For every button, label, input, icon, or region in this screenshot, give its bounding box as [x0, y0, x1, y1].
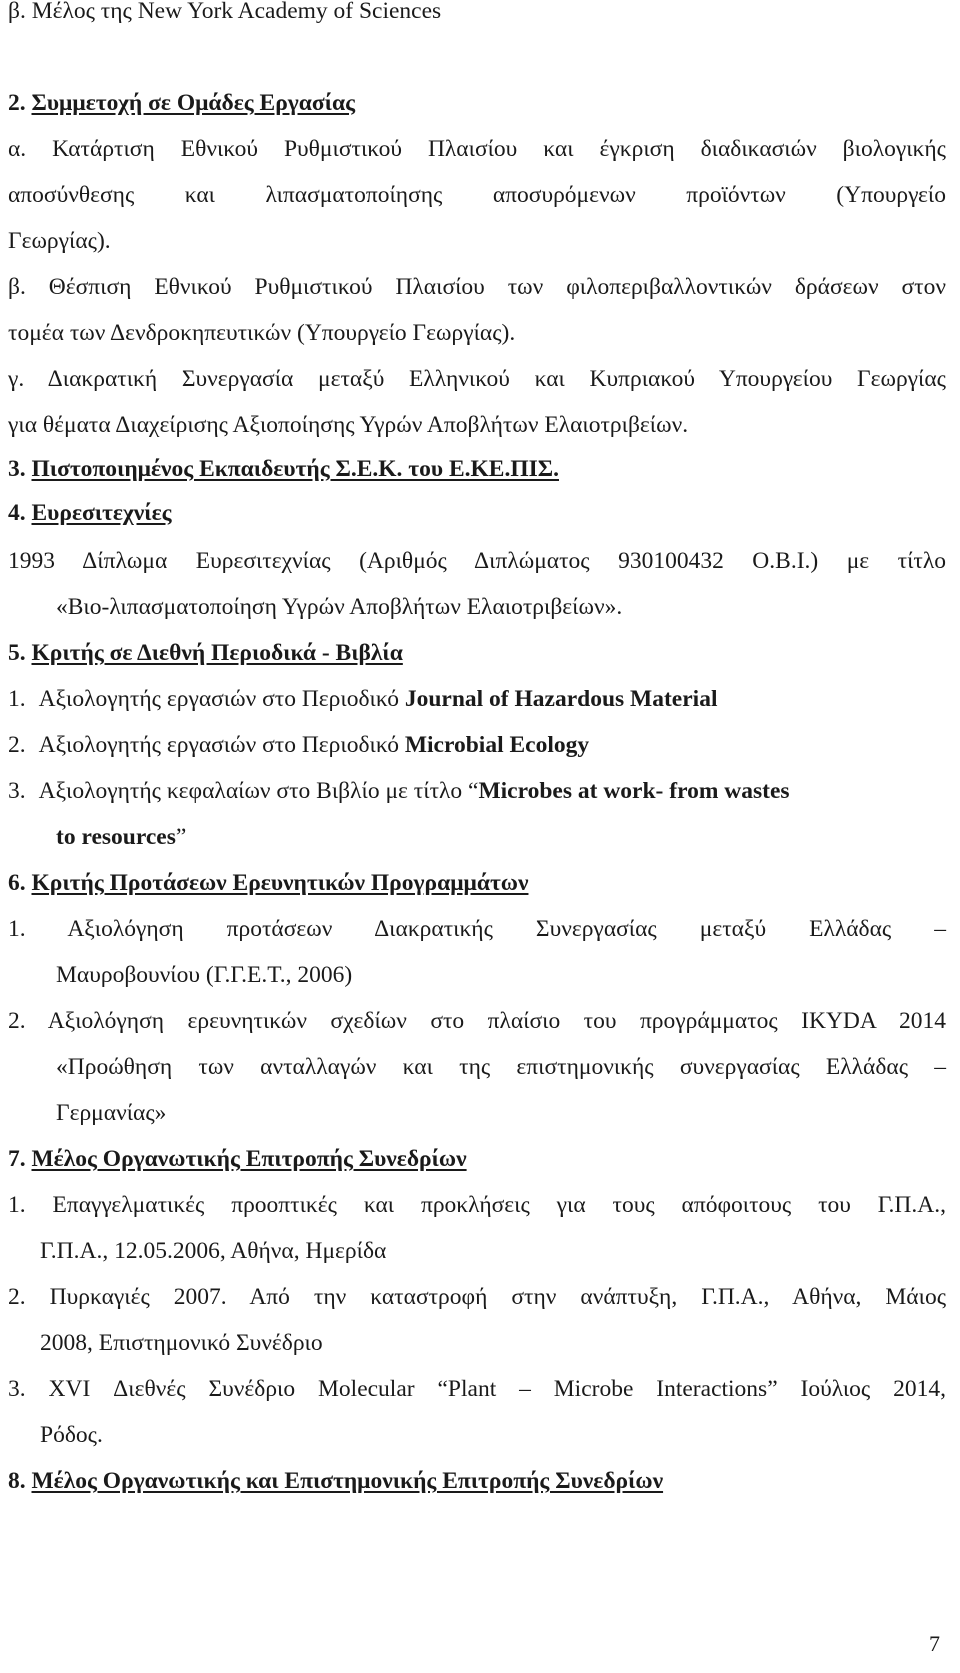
section-number: 7. [8, 1146, 32, 1172]
item-text: Αξιολογητής εργασιών στο Περιοδικό [38, 732, 405, 758]
section-number: 6. [8, 870, 32, 896]
proposal-item-2-line-3: Γερμανίας» [56, 1100, 167, 1126]
reviewer-item-3-continued [8, 814, 946, 861]
committee-item-1-line-2: Γ.Π.Α., 12.05.2006, Αθήνα, Ημερίδα [40, 1238, 387, 1264]
section-heading-5 [8, 630, 946, 677]
book-title-end: to resources [56, 824, 176, 850]
section-heading-2 [8, 80, 946, 127]
section-title: Κριτής Προτάσεων Ερευνητικών Προγραμμάτων [31, 870, 529, 896]
book-title: Microbes at work- from wastes [478, 778, 790, 804]
working-group-b-line-2: τομέα των Δενδροκηπευτικών (Υπουργείο Γεωργίας). [8, 320, 516, 346]
journal-title: Journal of Hazardous Material [404, 686, 718, 712]
reviewer-item-2 [8, 722, 946, 769]
section-heading-4 [8, 490, 946, 537]
working-group-a-line-1: α. Κατάρτιση Εθνικού Ρυθμιστικού Πλαισίου και έγκριση διαδικασιών βιολογικής [8, 136, 946, 162]
document-page [8, 0, 946, 1673]
section-heading-7 [8, 1136, 946, 1183]
patent-line-2: «Βιο-λιπασματοποίηση Υγρών Αποβλήτων Ελαιοτριβείων». [56, 594, 623, 620]
proposal-item-2-line-1: 2. Αξιολόγηση ερευνητικών σχεδίων στο πλαίσιο του προγράμματος IKYDA 2014 [8, 1008, 946, 1034]
working-group-a-line-3: Γεωργίας). [8, 228, 111, 254]
working-group-c-line-1: γ. Διακρατική Συνεργασία μεταξύ Ελληνικού και Κυπριακού Υπουργείου Γεωργίας [8, 366, 946, 392]
section-number: 2. [8, 90, 32, 116]
section-number: 8. [8, 1468, 32, 1494]
reviewer-item-1 [8, 676, 946, 723]
patent-line-1: 1993 Δίπλωμα Ευρεσιτεχνίας (Αριθμός Διπλώματος 930100432 Ο.Β.Ι.) με τίτλο [8, 548, 946, 574]
section-title: Μέλος Οργανωτικής και Επιστημονικής Επιτροπής Συνεδρίων [31, 1468, 664, 1494]
working-group-c-line-2: για θέματα Διαχείρισης Αξιοποίησης Υγρών Αποβλήτων Ελαιοτριβείων. [8, 412, 689, 438]
item-text: Αξιολογητής κεφαλαίων στο Βιβλίο με τίτλο “ [38, 778, 479, 804]
page-number: 7 [929, 1631, 940, 1656]
membership-line: β. Μέλος της New York Academy of Sciences [8, 0, 442, 24]
item-text: Αξιολογητής εργασιών στο Περιοδικό [38, 686, 405, 712]
section-title: Κριτής σε Διεθνή Περιοδικά - Βιβλία [31, 640, 403, 666]
section-title: Πιστοποιημένος Εκπαιδευτής Σ.Ε.Κ. του Ε.ΚΕ.ΠΙΣ. [31, 456, 559, 482]
section-number: 4. [8, 500, 32, 526]
committee-item-1-line-1: 1. Επαγγελματικές προοπτικές και προκλήσεις για τους απόφοιτους του Γ.Π.Α., [8, 1192, 946, 1218]
committee-item-3-line-2: Ρόδος. [40, 1422, 103, 1448]
item-number: 1. [8, 686, 26, 712]
section-heading-6 [8, 860, 946, 907]
committee-item-3-line-1: 3. XVI Διεθνές Συνέδριο Molecular “Plant – Microbe Interactions” Ιούλιος 2014, [8, 1376, 946, 1402]
working-group-b-line-1: β. Θέσπιση Εθνικού Ρυθμιστικού Πλαισίου των φιλοπεριβαλλοντικών δράσεων στον [8, 274, 946, 300]
item-number: 2. [8, 732, 26, 758]
journal-title: Microbial Ecology [404, 732, 590, 758]
working-group-a-line-2: αποσύνθεσης και λιπασματοποίησης αποσυρόμενων προϊόντων (Υπουργείο [8, 182, 946, 208]
section-heading-8 [8, 1458, 946, 1505]
committee-item-2-line-1: 2. Πυρκαγιές 2007. Από την καταστροφή στην ανάπτυξη, Γ.Π.Α., Αθήνα, Μάιος [8, 1284, 946, 1310]
proposal-item-1-line-2: Μαυροβουνίου (Γ.Γ.Ε.Τ., 2006) [56, 962, 353, 988]
item-number: 3. [8, 778, 26, 804]
reviewer-item-3 [8, 768, 946, 815]
committee-item-2-line-2: 2008, Επιστημονικό Συνέδριο [40, 1330, 323, 1356]
proposal-item-1-line-1: 1. Αξιολόγηση προτάσεων Διακρατικής Συνεργασίας μεταξύ Ελλάδας – [8, 916, 946, 942]
section-number: 3. [8, 456, 32, 482]
proposal-item-2-line-2: «Προώθηση των ανταλλαγών και της επιστημονικής συνεργασίας Ελλάδας – [56, 1054, 946, 1080]
section-title: Συμμετοχή σε Ομάδες Εργασίας [31, 90, 356, 116]
section-number: 5. [8, 640, 32, 666]
section-title: Μέλος Οργανωτικής Επιτροπής Συνεδρίων [31, 1146, 467, 1172]
section-heading-3 [8, 446, 946, 493]
section-title: Ευρεσιτεχνίες [31, 500, 172, 526]
closing-quote: ” [175, 824, 187, 850]
